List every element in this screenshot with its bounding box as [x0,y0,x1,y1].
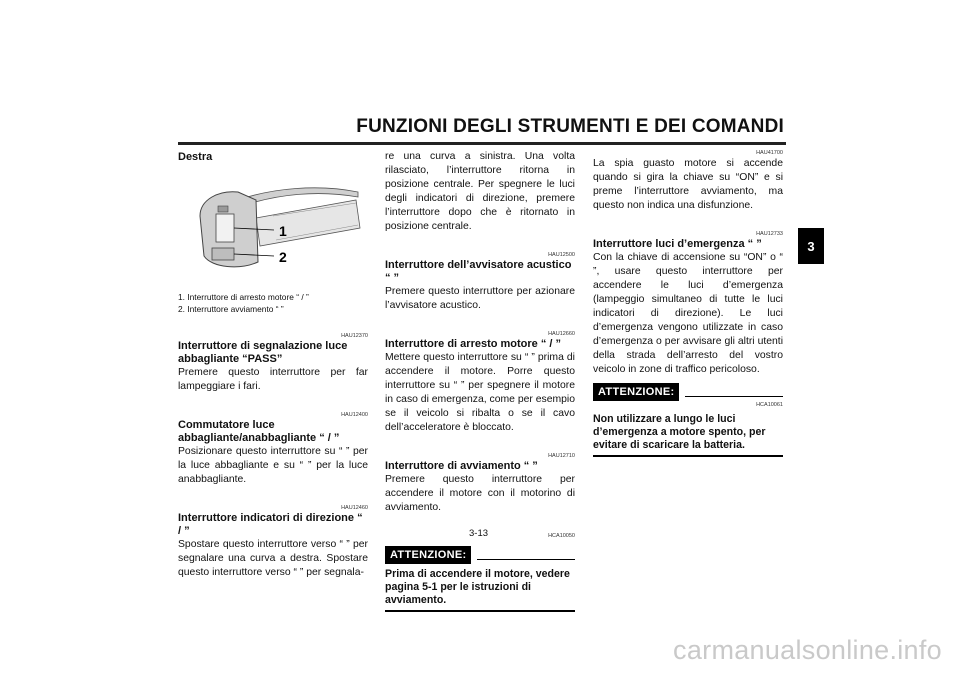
section-heading: Interruttore di segnalazione luce abbagliante “PASS” [178,340,348,365]
callout-2: 2 [279,249,287,265]
section-body: Premere questo interruttore per accendere il motore con il motorino di avviamento. [385,474,575,513]
callout-1: 1 [279,223,287,239]
column-2 [385,150,575,612]
section-body: Posizionare questo interruttore su “ ” per la luce abbagliante e su “ ” per la luce anabbagliante. [178,446,368,485]
section-heading: Interruttore di avviamento “ ” [385,460,538,472]
warning-rule [477,559,575,560]
section-code: HAU12733 [756,231,783,237]
warning-bottom-rule [385,610,575,612]
warning-label: ATTENZIONE: [385,546,471,564]
section-body: Spostare questo interruttore verso “ ” per segnalare una curva a destra. Spostare questo interruttore verso “ ” per segnala- [178,539,368,578]
column-1 [178,150,368,580]
figure-caption-2: 2. Interruttore avviamento “ ” [178,303,284,314]
section-heading: Interruttore di arresto motore “ / ” [385,338,562,350]
section-body: Premere questo interruttore per azionare l’avvisatore acustico. [385,286,575,311]
warning-box [593,383,783,457]
section-heading: Interruttore indicatori di direzione “ / ” [178,512,363,537]
section-body: Premere questo interruttore per far lampeggiare i fari. [178,367,368,392]
section-code: HAU12710 [548,453,575,459]
warning-text: Prima di accendere il motore, vedere pagina 5-1 per le istruzioni di avviamento. [385,568,570,606]
warning-box [385,546,575,612]
handlebar-switch-figure [178,170,368,292]
section-heading: Interruttore dell’avvisatore acustico “ ” [385,259,572,284]
section-code: HAU12460 [341,505,368,511]
section-title: Destra [178,151,213,163]
warning-text: Non utilizzare a lungo le luci d’emergenza a motore spento, per evitare di scaricare la batteria. [593,413,766,451]
section-code: HAU41700 [756,150,783,156]
handlebar-switch-illustration [178,170,368,292]
warning-label: ATTENZIONE: [593,383,679,401]
warning-bottom-rule [593,455,783,457]
header-rule [178,142,786,145]
section-heading: Interruttore luci d’emergenza “ ” [593,238,762,250]
page-number: 3-13 [469,528,489,539]
warning-code: HCA10050 [548,533,575,539]
watermark[interactable]: carmanualsonline.info [673,635,942,665]
continued-text: re una curva a sinistra. Una volta rilasciato, l’interruttore ritorna in posizione centrale. Per spegnere le luci degli indicatori di direzione, premere l’interruttore dopo che è ritornato in posizione centrale. [385,151,575,232]
warning-code: HCA10061 [756,402,783,408]
column-3 [593,150,783,457]
page-title: FUNZIONI DEGLI STRUMENTI E DEI COMANDI [356,116,784,137]
figure-caption-1: 1. Interruttore di arresto motore “ / ” [178,292,309,302]
section-code: HAU12500 [548,252,575,258]
warning-rule [685,396,783,397]
section-heading: Commutatore luce abbagliante/anabbagliante “ / ” [178,419,340,444]
section-body: Con la chiave di accensione su “ON” o “ ”, usare questo interruttore per accendere le luci d’emergenza (lampeggio simultaneo di tutte le luci indicatori di direzione). Le luci d’emergenza vengono utilizzate in caso d’emergenza o per avvisare gli altri utenti della strada dell’arresto del vostro veicolo in zone di traffico pericoloso. [593,252,783,375]
chapter-tab[interactable]: 3 [798,228,824,264]
section-body: Mettere questo interruttore su “ ” prima di accendere il motore. Porre questo interruttore su “ ” per spegnere il motore in caso di emergenza, come per esempio se il veicolo si ribalta o se il cavo dell’acceleratore è bloccato. [385,352,576,433]
section-body: La spia guasto motore si accende quando si gira la chiave su “ON” e si preme l’interruttore avviamento, ma questo non indica una disfunzione. [593,158,783,211]
section-code: HAU12400 [341,412,368,418]
section-code: HAU12370 [341,333,368,339]
section-code: HAU12660 [548,331,575,337]
